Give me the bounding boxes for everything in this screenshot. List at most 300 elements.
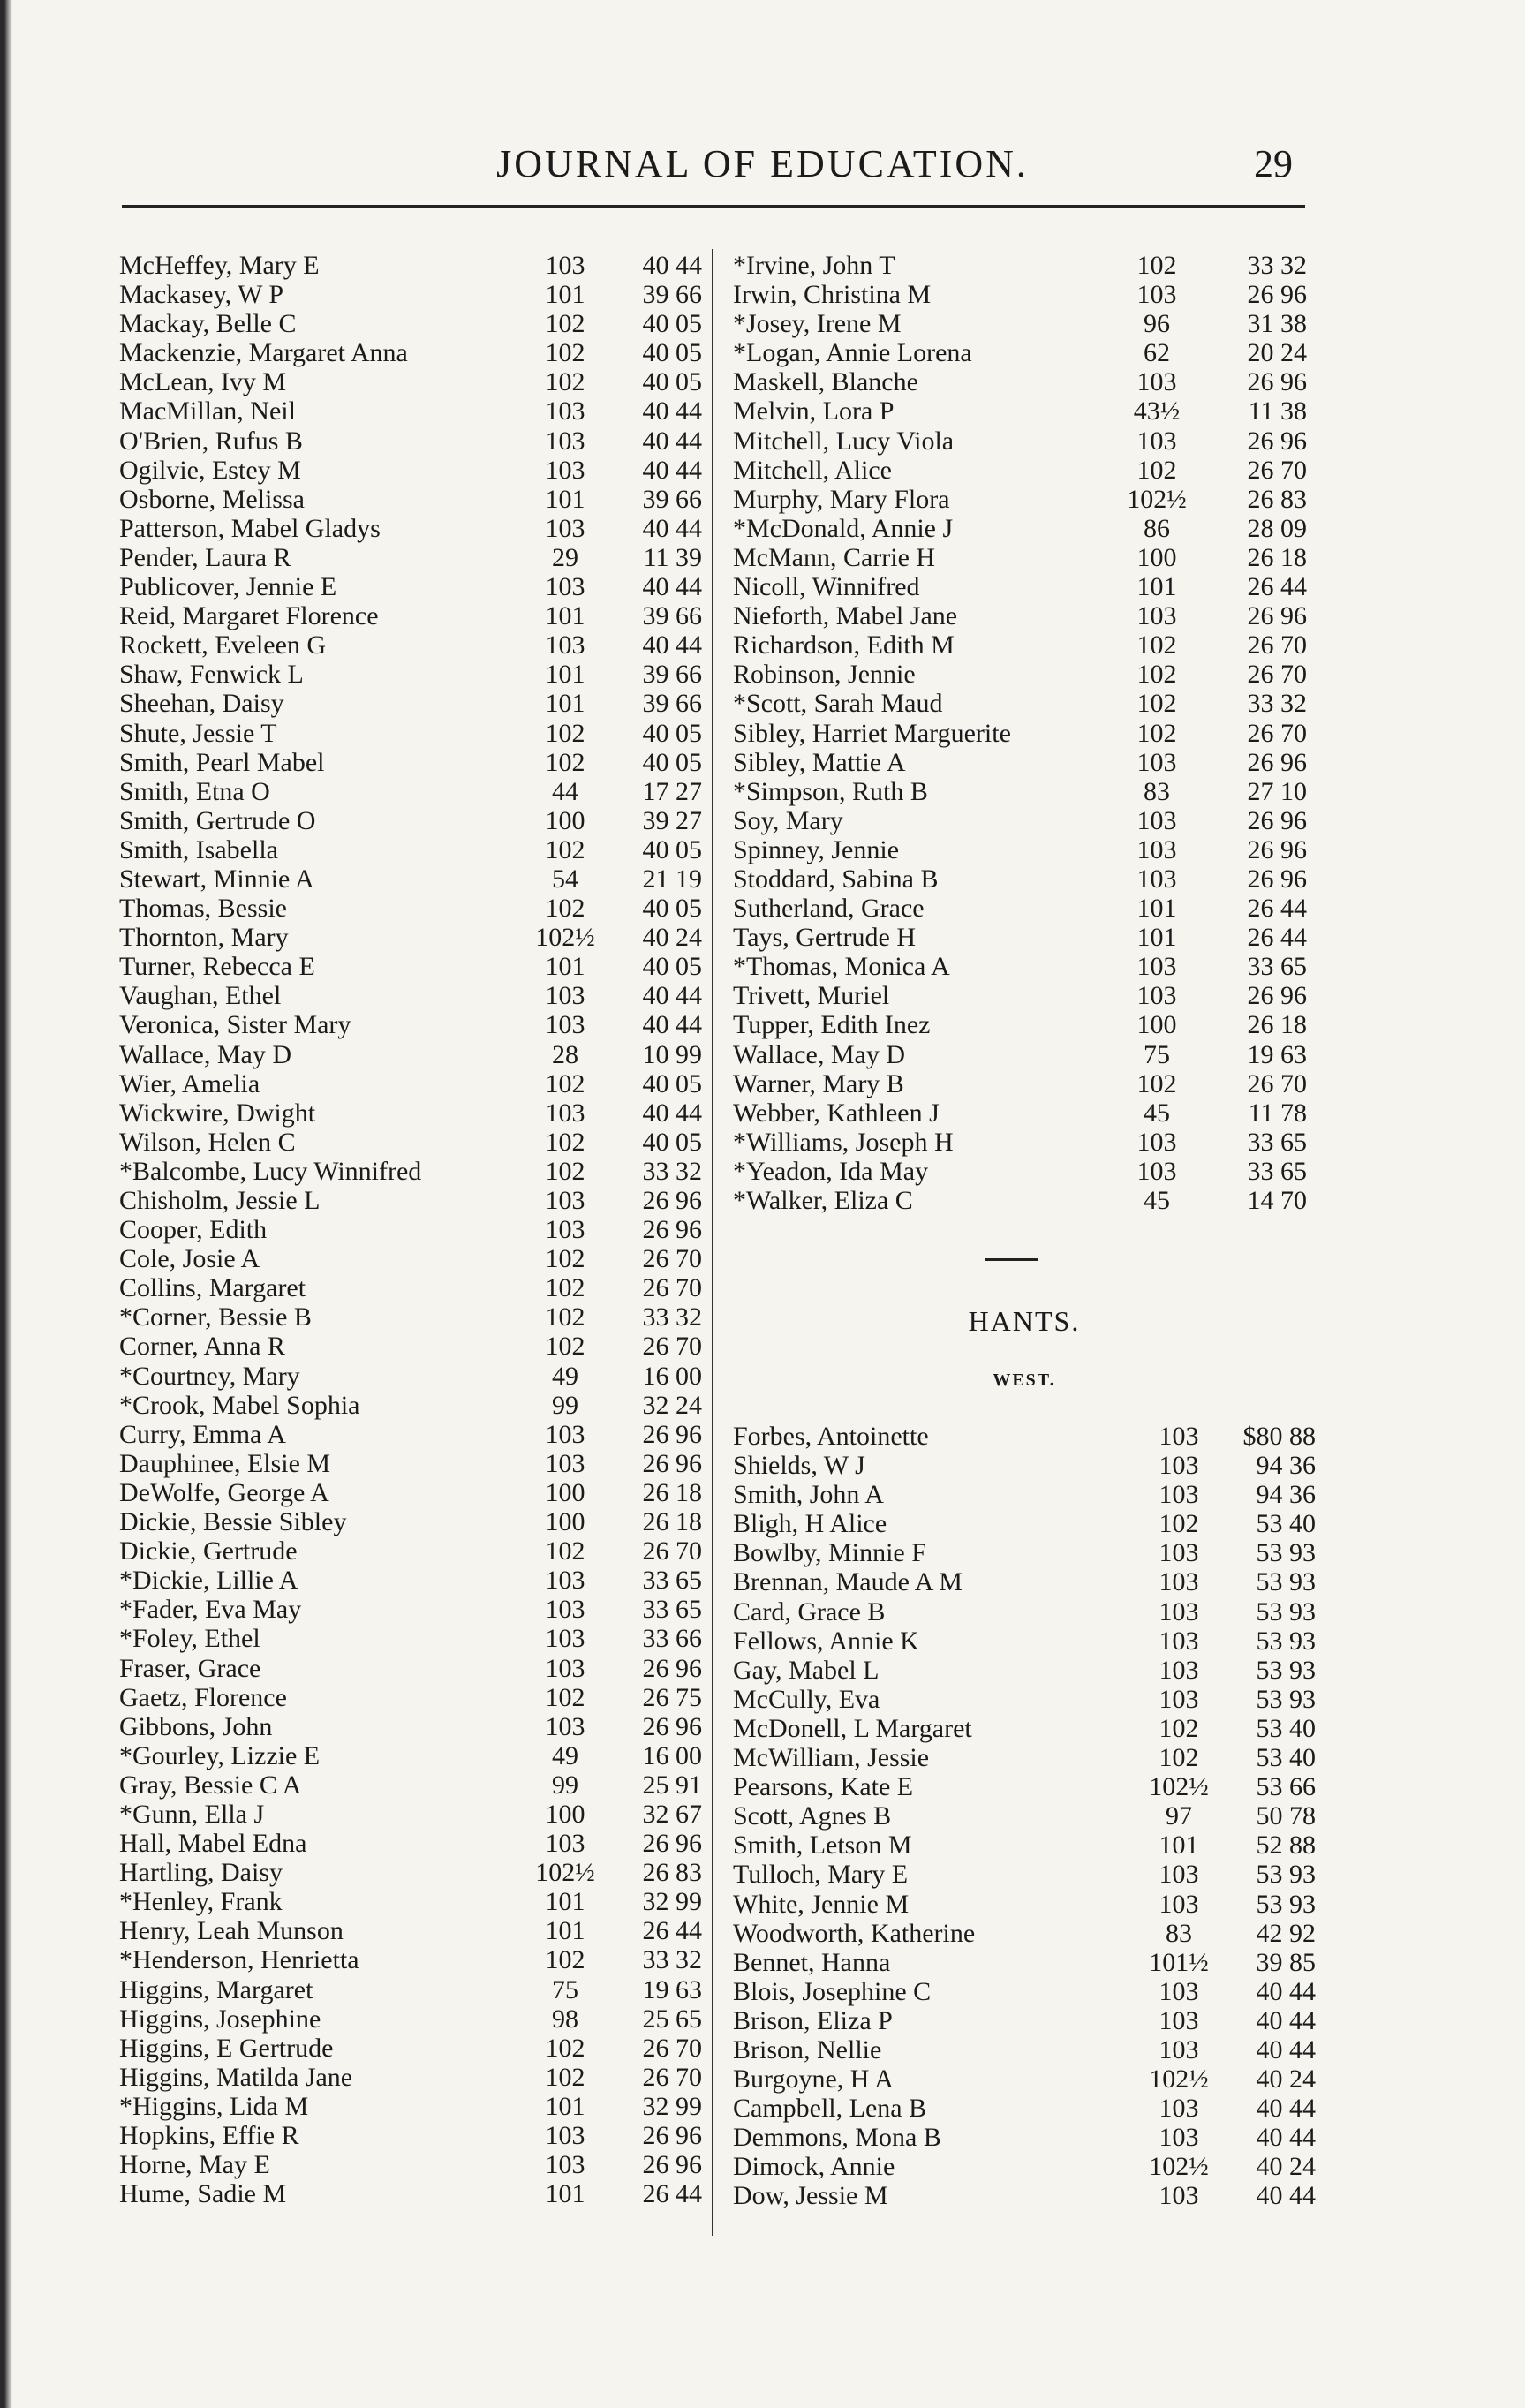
table-row xyxy=(119,660,702,689)
entry-days: 103 xyxy=(1159,1538,1199,1568)
entry-name: Pender, Laura R xyxy=(119,542,291,572)
entry-days: 103 xyxy=(1159,1597,1199,1627)
table-row xyxy=(119,1829,702,1858)
entry-name: *Josey, Irene M xyxy=(733,309,902,339)
entry-name: McCully, Eva xyxy=(733,1684,880,1714)
entry-days: 101 xyxy=(545,1887,585,1917)
table-row xyxy=(119,1186,702,1215)
table-row xyxy=(733,251,1316,280)
table-row xyxy=(119,426,702,456)
entry-name: *Yeadon, Ida May xyxy=(733,1156,929,1186)
table-row xyxy=(733,1451,1316,1480)
entry-amount: 33 32 xyxy=(1247,689,1307,719)
table-row xyxy=(119,952,702,981)
entry-amount: 53 40 xyxy=(1256,1713,1316,1743)
entry-amount: 40 05 xyxy=(642,367,702,397)
entry-name: Patterson, Mabel Gladys xyxy=(119,513,381,543)
table-row xyxy=(733,485,1316,514)
entry-name: Rockett, Eveleen G xyxy=(119,630,327,661)
entry-name: Richardson, Edith M xyxy=(733,630,955,661)
entry-days: 101 xyxy=(545,2179,585,2209)
table-row xyxy=(733,981,1316,1010)
table-row xyxy=(733,1069,1316,1098)
entry-amount: 50 78 xyxy=(1256,1801,1316,1831)
entry-amount: 40 44 xyxy=(1256,2094,1316,2124)
entry-days: 102½ xyxy=(535,1858,595,1888)
entry-name: Hume, Sadie M xyxy=(119,2179,287,2209)
entry-days: 102 xyxy=(545,834,585,864)
entry-amount: 19 63 xyxy=(642,1974,702,2004)
entry-days: 102 xyxy=(545,1536,585,1566)
table-row xyxy=(119,1098,702,1128)
section-title: HANTS. xyxy=(968,1305,1081,1337)
entry-name: Turner, Rebecca E xyxy=(119,952,315,982)
entry-days: 103 xyxy=(1136,1156,1177,1186)
entry-amount: 21 19 xyxy=(642,864,702,894)
table-row xyxy=(119,864,702,894)
entry-name: Mackay, Belle C xyxy=(119,309,297,339)
entry-name: Bowlby, Minnie F xyxy=(733,1538,926,1568)
entry-amount: 53 93 xyxy=(1256,1655,1316,1685)
table-row xyxy=(733,1977,1316,2006)
table-row xyxy=(119,689,702,718)
table-row xyxy=(119,1712,702,1741)
entry-days: 100 xyxy=(545,1799,585,1829)
entry-days: 103 xyxy=(1136,952,1177,982)
entry-amount: 31 38 xyxy=(1247,309,1307,339)
entry-amount: 26 70 xyxy=(642,2033,702,2063)
entry-days: 103 xyxy=(545,426,585,456)
entry-name: Shaw, Fenwick L xyxy=(119,660,304,690)
entry-amount: 94 36 xyxy=(1256,1451,1316,1481)
entry-amount: 32 99 xyxy=(642,1887,702,1917)
entry-amount: 26 70 xyxy=(1247,1068,1307,1098)
table-row xyxy=(119,1040,702,1069)
entry-days: 103 xyxy=(545,572,585,602)
table-row xyxy=(733,2152,1316,2181)
entry-name: Maskell, Blanche xyxy=(733,367,918,397)
entry-amount: 53 40 xyxy=(1256,1743,1316,1773)
entry-amount: 26 96 xyxy=(1247,280,1307,310)
table-row xyxy=(733,835,1316,864)
table-row xyxy=(733,630,1316,660)
entry-amount: 40 05 xyxy=(642,718,702,748)
entry-days: 83 xyxy=(1144,776,1170,806)
entry-name: Reid, Margaret Florence xyxy=(119,601,379,631)
entry-name: *Foley, Ethel xyxy=(119,1624,260,1654)
entry-days: 103 xyxy=(545,630,585,661)
entry-name: Dimock, Annie xyxy=(733,2152,895,2182)
entry-amount: 26 96 xyxy=(1247,747,1307,777)
table-row xyxy=(119,1478,702,1507)
entry-days: 100 xyxy=(545,805,585,835)
entry-days: 103 xyxy=(1159,1626,1199,1656)
entry-amount: 53 93 xyxy=(1256,1626,1316,1656)
entry-amount: 40 05 xyxy=(642,338,702,368)
section-subtitle: WEST. xyxy=(993,1370,1056,1390)
entry-amount: 40 44 xyxy=(642,396,702,426)
entry-days: 44 xyxy=(552,776,578,806)
entry-name: Stewart, Minnie A xyxy=(119,864,314,894)
table-row xyxy=(733,2181,1316,2210)
entry-name: Smith, Pearl Mabel xyxy=(119,747,325,777)
entry-days: 101 xyxy=(1136,894,1177,924)
entry-days: 102 xyxy=(1136,251,1177,280)
entry-amount: 26 96 xyxy=(642,1711,702,1741)
table-row xyxy=(733,1714,1316,1743)
entry-days: 102 xyxy=(545,1682,585,1712)
entry-name: *Scott, Sarah Maud xyxy=(733,689,943,719)
entry-name: Brison, Eliza P xyxy=(733,2005,893,2035)
entry-days: 97 xyxy=(1166,1801,1192,1831)
entry-name: Higgins, Margaret xyxy=(119,1974,313,2004)
entry-days: 102 xyxy=(1159,1509,1199,1539)
entry-days: 103 xyxy=(545,1653,585,1683)
entry-days: 103 xyxy=(1136,280,1177,310)
entry-days: 102½ xyxy=(1149,1772,1209,1802)
entry-name: Veronica, Sister Mary xyxy=(119,1010,351,1040)
entry-amount: 26 96 xyxy=(642,2121,702,2150)
entry-amount: 40 44 xyxy=(642,251,702,280)
entry-days: 102½ xyxy=(535,923,595,953)
table-row xyxy=(733,367,1316,396)
table-row xyxy=(119,1536,702,1566)
entry-amount: 26 44 xyxy=(1247,894,1307,924)
entry-name: Smith, Isabella xyxy=(119,834,278,864)
entry-days: 103 xyxy=(1159,2005,1199,2035)
entry-days: 101½ xyxy=(1149,1947,1209,1977)
entry-amount: 26 96 xyxy=(1247,426,1307,456)
entry-days: 103 xyxy=(545,251,585,280)
entry-amount: 39 85 xyxy=(1256,1947,1316,1977)
table-row xyxy=(733,338,1316,367)
entry-days: 102 xyxy=(1136,1068,1177,1098)
entry-amount: 40 05 xyxy=(642,834,702,864)
entry-days: 43½ xyxy=(1133,396,1181,426)
table-row xyxy=(119,2092,702,2121)
entry-amount: 26 70 xyxy=(642,1536,702,1566)
entry-days: 49 xyxy=(552,1740,578,1770)
table-row xyxy=(733,1685,1316,1714)
entry-name: Hopkins, Effie R xyxy=(119,2121,299,2150)
page-binding-edge xyxy=(0,0,12,2408)
entry-amount: 40 44 xyxy=(642,1010,702,1040)
entry-name: Higgins, Matilda Jane xyxy=(119,2062,353,2092)
entry-amount: 27 10 xyxy=(1247,776,1307,806)
table-row xyxy=(119,251,702,280)
entry-name: Wilson, Helen C xyxy=(119,1127,296,1157)
table-row xyxy=(733,601,1316,630)
entry-amount: 26 70 xyxy=(642,1273,702,1303)
entry-name: *Balcombe, Lucy Winnifred xyxy=(119,1156,422,1186)
entry-days: 101 xyxy=(545,660,585,690)
entry-days: 100 xyxy=(1136,542,1177,572)
entry-name: Wickwire, Dwight xyxy=(119,1098,316,1128)
entry-name: Higgins, Josephine xyxy=(119,2004,321,2034)
table-row xyxy=(733,719,1316,748)
table-row xyxy=(119,923,702,952)
entry-amount: 40 05 xyxy=(642,747,702,777)
entry-name: Henry, Leah Munson xyxy=(119,1916,344,1946)
table-row xyxy=(119,1507,702,1536)
entry-amount: 11 38 xyxy=(1248,396,1307,426)
entry-amount: 42 92 xyxy=(1256,1918,1316,1948)
entry-days: 103 xyxy=(545,396,585,426)
entry-amount: 40 44 xyxy=(1256,1976,1316,2006)
section-dash xyxy=(985,1258,1038,1261)
entry-days: 99 xyxy=(552,1770,578,1800)
entry-amount: 26 18 xyxy=(642,1477,702,1507)
entry-days: 102 xyxy=(545,1068,585,1098)
entry-days: 103 xyxy=(1159,1889,1199,1919)
entry-amount: 26 44 xyxy=(1247,923,1307,953)
table-row xyxy=(733,2094,1316,2123)
entry-amount: 16 00 xyxy=(642,1740,702,1770)
table-row xyxy=(119,367,702,396)
entry-days: 75 xyxy=(1144,1039,1170,1069)
table-row xyxy=(119,1800,702,1829)
entry-days: 103 xyxy=(1136,1127,1177,1157)
entry-name: Spinney, Jennie xyxy=(733,834,900,864)
entry-days: 103 xyxy=(1159,1684,1199,1714)
page-number: 29 xyxy=(1254,142,1293,185)
table-row xyxy=(119,777,702,806)
entry-name: Dow, Jessie M xyxy=(733,2181,888,2211)
entry-name: Mitchell, Lucy Viola xyxy=(733,426,955,456)
table-row xyxy=(119,1391,702,1420)
entry-amount: 53 93 xyxy=(1256,1597,1316,1627)
table-row xyxy=(733,923,1316,952)
entry-name: Nieforth, Mabel Jane xyxy=(733,601,958,631)
entry-days: 100 xyxy=(545,1507,585,1537)
entry-days: 103 xyxy=(545,1098,585,1128)
entry-amount: $80 88 xyxy=(1242,1422,1316,1451)
entry-days: 103 xyxy=(1159,2034,1199,2065)
entry-name: Bligh, H Alice xyxy=(733,1509,887,1539)
table-row xyxy=(119,2034,702,2063)
entry-amount: 33 32 xyxy=(642,1945,702,1975)
entry-amount: 25 91 xyxy=(642,1770,702,1800)
entry-days: 101 xyxy=(545,2091,585,2121)
table-row xyxy=(733,1157,1316,1186)
table-row xyxy=(733,426,1316,456)
table-row xyxy=(733,689,1316,718)
entry-amount: 26 96 xyxy=(1247,805,1307,835)
entry-amount: 32 99 xyxy=(642,2091,702,2121)
entry-amount: 26 70 xyxy=(642,1244,702,1274)
entry-name: Gray, Bessie C A xyxy=(119,1770,302,1800)
entry-days: 102½ xyxy=(1149,2065,1209,2095)
table-row xyxy=(733,660,1316,689)
entry-amount: 53 93 xyxy=(1256,1684,1316,1714)
entry-name: White, Jennie M xyxy=(733,1889,910,1919)
entry-name: Demmons, Mona B xyxy=(733,2123,941,2153)
entry-days: 102 xyxy=(545,1244,585,1274)
entry-days: 102 xyxy=(545,1127,585,1157)
entry-days: 103 xyxy=(545,1010,585,1040)
entry-name: Vaughan, Ethel xyxy=(119,981,282,1011)
entry-amount: 26 44 xyxy=(642,1916,702,1946)
entry-name: McDonell, L Margaret xyxy=(733,1713,972,1743)
entry-days: 103 xyxy=(1136,805,1177,835)
table-row xyxy=(733,1597,1316,1627)
entry-amount: 10 99 xyxy=(642,1039,702,1069)
entry-name: Osborne, Melissa xyxy=(119,484,305,514)
entry-amount: 33 32 xyxy=(642,1156,702,1186)
entry-name: Shute, Jessie T xyxy=(119,718,277,748)
entry-amount: 26 18 xyxy=(642,1507,702,1537)
table-row xyxy=(733,1948,1316,1977)
entry-days: 102 xyxy=(545,1273,585,1303)
entry-name: Nicoll, Winnifred xyxy=(733,572,920,602)
entry-days: 102 xyxy=(545,1156,585,1186)
entry-name: *Gunn, Ella J xyxy=(119,1799,265,1829)
table-row xyxy=(733,1656,1316,1685)
table-row xyxy=(733,748,1316,777)
entry-name: *Fader, Eva May xyxy=(119,1595,302,1625)
entry-days: 103 xyxy=(545,1419,585,1449)
table-row xyxy=(733,1919,1316,1948)
entry-days: 102 xyxy=(1136,630,1177,661)
table-row xyxy=(119,1362,702,1391)
entry-amount: 33 65 xyxy=(1247,1156,1307,1186)
entry-name: McHeffey, Mary E xyxy=(119,251,320,280)
entry-days: 102 xyxy=(1136,660,1177,690)
entry-name: Thomas, Bessie xyxy=(119,894,287,924)
entry-name: Thornton, Mary xyxy=(119,923,289,953)
entry-name: Irwin, Christina M xyxy=(733,280,932,310)
entry-amount: 40 44 xyxy=(1256,2034,1316,2065)
entry-amount: 26 70 xyxy=(1247,660,1307,690)
entry-amount: 11 39 xyxy=(643,542,702,572)
entry-name: Murphy, Mary Flora xyxy=(733,484,950,514)
entry-name: Publicover, Jennie E xyxy=(119,572,337,602)
entry-amount: 26 70 xyxy=(1247,630,1307,661)
entry-name: Smith, Gertrude O xyxy=(119,805,316,835)
table-row xyxy=(119,806,702,835)
entry-name: Trivett, Muriel xyxy=(733,981,890,1011)
entry-name: Tays, Gertrude H xyxy=(733,923,916,953)
entry-amount: 26 96 xyxy=(1247,601,1307,631)
entry-amount: 40 44 xyxy=(642,1098,702,1128)
table-row xyxy=(733,1186,1316,1215)
entry-name: Ogilvie, Estey M xyxy=(119,455,301,485)
entry-days: 103 xyxy=(1159,1860,1199,1890)
table-row xyxy=(733,2123,1316,2152)
entry-days: 102 xyxy=(545,747,585,777)
entry-days: 103 xyxy=(545,2150,585,2180)
entry-days: 102 xyxy=(1136,718,1177,748)
table-row xyxy=(119,1858,702,1887)
entry-amount: 26 96 xyxy=(1247,864,1307,894)
right-column-top xyxy=(733,251,1316,1215)
entry-amount: 26 96 xyxy=(1247,367,1307,397)
right-column-bottom xyxy=(733,1422,1316,2211)
table-row xyxy=(119,309,702,338)
entry-name: *Simpson, Ruth B xyxy=(733,776,928,806)
entry-amount: 33 65 xyxy=(642,1566,702,1596)
entry-days: 103 xyxy=(1159,1480,1199,1510)
entry-amount: 40 44 xyxy=(1256,2123,1316,2153)
entry-days: 103 xyxy=(1136,367,1177,397)
table-row xyxy=(119,572,702,601)
entry-name: Smith, John A xyxy=(733,1480,884,1510)
entry-name: *Walker, Eliza C xyxy=(733,1186,913,1215)
table-row xyxy=(119,514,702,543)
entry-name: Wallace, May D xyxy=(119,1039,291,1069)
entry-days: 102 xyxy=(545,367,585,397)
entry-days: 101 xyxy=(545,1916,585,1946)
entry-days: 45 xyxy=(1144,1186,1170,1215)
entry-days: 83 xyxy=(1166,1918,1192,1948)
entry-name: Sheehan, Daisy xyxy=(119,689,284,719)
entry-days: 102 xyxy=(545,309,585,339)
entry-amount: 26 83 xyxy=(642,1858,702,1888)
entry-amount: 53 93 xyxy=(1256,1860,1316,1890)
entry-amount: 26 70 xyxy=(1247,718,1307,748)
entry-days: 103 xyxy=(545,455,585,485)
table-row xyxy=(119,1215,702,1244)
entry-name: Cole, Josie A xyxy=(119,1244,260,1274)
entry-amount: 40 05 xyxy=(642,309,702,339)
entry-name: Campbell, Lena B xyxy=(733,2094,927,2124)
entry-days: 103 xyxy=(1136,834,1177,864)
table-row xyxy=(733,396,1316,426)
entry-name: *Gourley, Lizzie E xyxy=(119,1740,321,1770)
entry-name: Sibley, Mattie A xyxy=(733,747,906,777)
entry-days: 28 xyxy=(552,1039,578,1069)
table-row xyxy=(119,2063,702,2092)
entry-amount: 20 24 xyxy=(1247,338,1307,368)
entry-name: Tulloch, Mary E xyxy=(733,1860,909,1890)
table-row xyxy=(733,1860,1316,1889)
entry-amount: 40 44 xyxy=(642,513,702,543)
table-row xyxy=(119,981,702,1010)
entry-name: Webber, Kathleen J xyxy=(733,1098,940,1128)
table-row xyxy=(119,2004,702,2034)
table-row xyxy=(119,1945,702,1974)
entry-days: 49 xyxy=(552,1361,578,1391)
entry-name: MacMillan, Neil xyxy=(119,396,296,426)
entry-name: Scott, Agnes B xyxy=(733,1801,892,1831)
entry-amount: 32 24 xyxy=(642,1390,702,1420)
table-row xyxy=(119,2179,702,2208)
entry-days: 102 xyxy=(545,718,585,748)
entry-amount: 53 66 xyxy=(1256,1772,1316,1802)
entry-name: Brison, Nellie xyxy=(733,2034,882,2065)
entry-amount: 26 70 xyxy=(1247,455,1307,485)
entry-days: 103 xyxy=(545,1711,585,1741)
entry-name: Brennan, Maude A M xyxy=(733,1567,963,1597)
entry-name: Mackasey, W P xyxy=(119,280,284,310)
entry-name: *Irvine, John T xyxy=(733,251,895,280)
table-row xyxy=(733,2065,1316,2094)
entry-days: 102 xyxy=(1159,1743,1199,1773)
entry-amount: 40 05 xyxy=(642,1127,702,1157)
entry-amount: 26 70 xyxy=(642,2062,702,2092)
table-row xyxy=(119,894,702,923)
table-row xyxy=(119,1420,702,1449)
entry-days: 101 xyxy=(545,484,585,514)
entry-name: *McDonald, Annie J xyxy=(733,513,954,543)
entry-name: Blois, Josephine C xyxy=(733,1976,932,2006)
entry-amount: 53 93 xyxy=(1256,1889,1316,1919)
entry-days: 103 xyxy=(1136,747,1177,777)
entry-days: 102 xyxy=(1159,1713,1199,1743)
entry-days: 103 xyxy=(1159,1655,1199,1685)
entry-amount: 40 05 xyxy=(642,894,702,924)
entry-days: 101 xyxy=(545,280,585,310)
